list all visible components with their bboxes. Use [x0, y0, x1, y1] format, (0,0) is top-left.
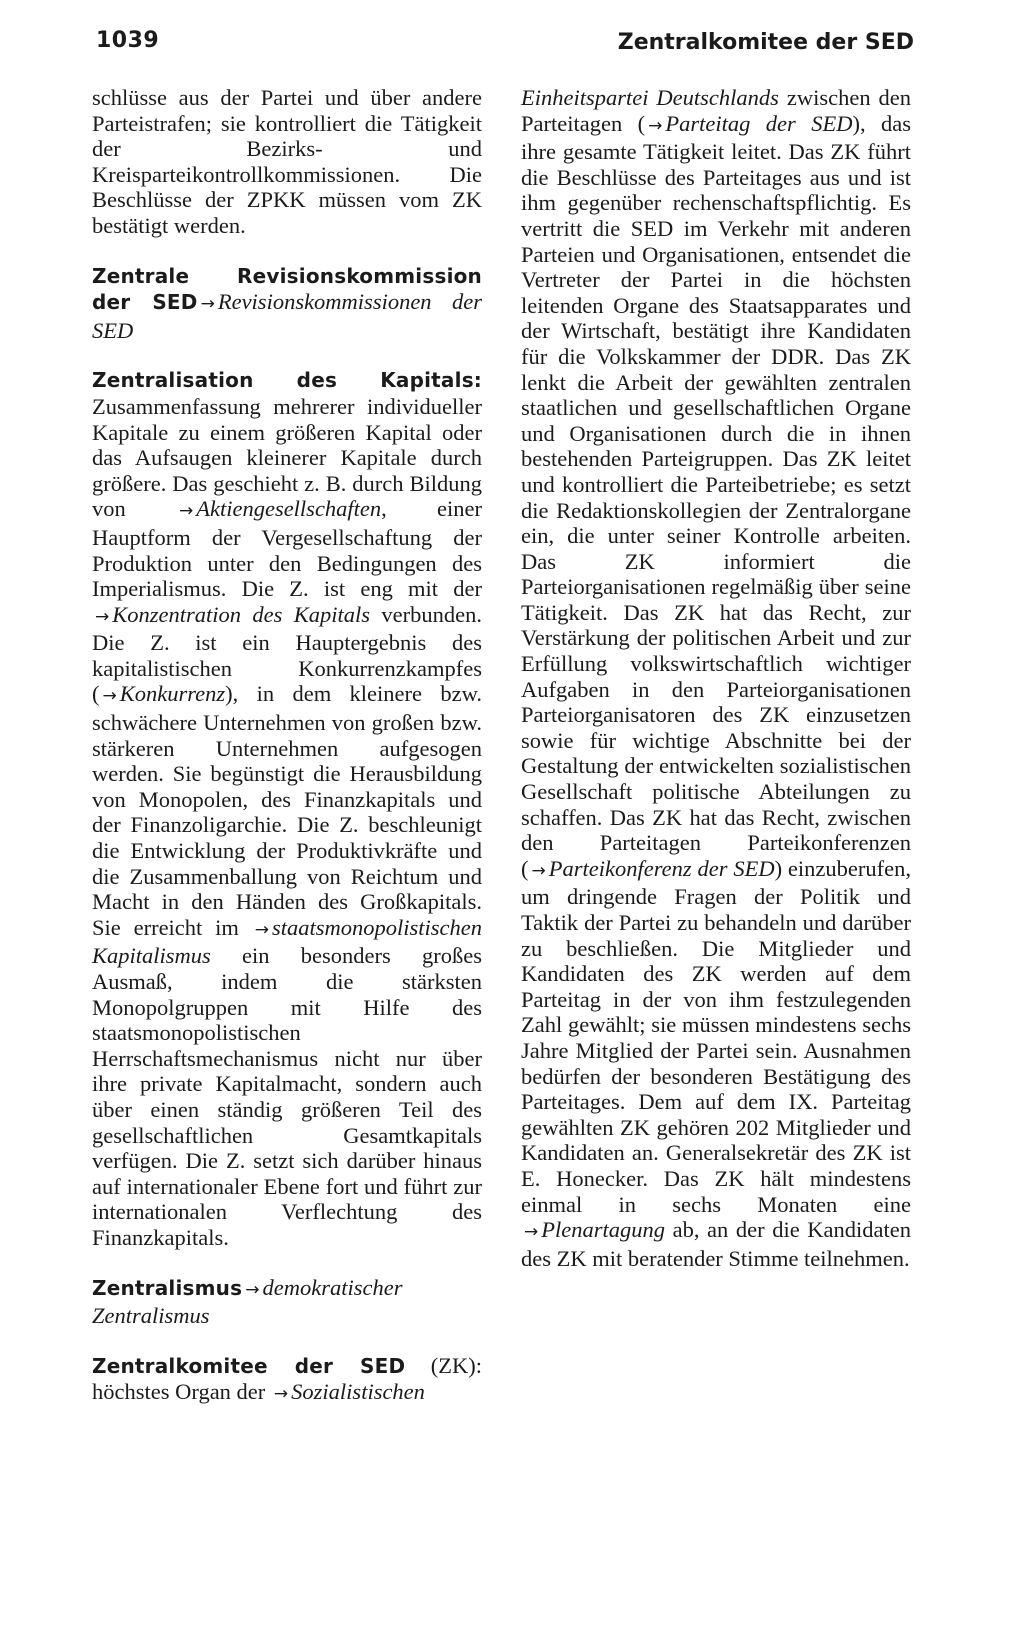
entry-zentralisation-des-kapitals [92, 367, 482, 1250]
entry-text: ab, an der die Kandidaten des ZK mit beratender Stimme teilnehmen. [521, 1217, 911, 1271]
cross-reference: Parteitag der SED [665, 110, 853, 136]
entry-text: ), das ihre gesamte Tätigkeit leitet. Das ZK führt die Beschlüsse des Parteitages aus und ist ihm gegenüber rechenschaftspflichtig. Es vertritt die SED im Verkehr mit anderen Parteien und Organisationen, entsendet die Vertreter der Partei in die höchsten leitenden Organe des Staatsapparates und der Wirtschaft, bestätigt ihre Kandidaten für die Volkskammer der DDR. Das ZK lenkt die Arbeit der gewählten zentralen staatlichen und gesellschaftlichen Organe und Organisationen durch die in ihnen bestehenden Parteigruppen. Das ZK leitet und kontrolliert die Parteibetriebe; es setzt die Redaktionskollegien der Zentralorgane ein, die unter seiner Kontrolle arbeiten. Das ZK informiert die Parteiorganisationen regelmäßig über seine Tätigkeit. Das ZK hat das Recht, zur Verstärkung der politischen Arbeit und zur Erfüllung volkswirtschaftlich wichtiger Aufgaben in den Parteiorganisationen Parteiorganisatoren des ZK einzusetzen sowie für wichtige Abschnitte bei der Gestaltung der entwickelten sozialistischen Gesellschaft politische Abteilungen zu schaffen. Das ZK hat das Recht, zwischen den Parteitagen Parteikonferenzen ( [521, 110, 911, 881]
cross-reference-arrow-icon: → [524, 1222, 539, 1243]
cross-reference: Parteikonferenz der SED [548, 855, 775, 881]
entry-headword: Zentrale Revisionskommission der SED [92, 263, 482, 315]
entry-zentralismus [92, 1275, 482, 1329]
cross-reference: Revisionskommissionen der SED [92, 289, 482, 343]
entry-zentralkomitee-der-sed [92, 1353, 482, 1408]
entry-zentrale-revisionskommission [92, 263, 482, 344]
cross-reference-arrow-icon: → [531, 860, 546, 881]
entry-text: Zusammenfassung mehrerer individueller Kapitale zu einem größeren Kapital oder das Aufsaugen kleinerer Kapitale durch größere. Das geschieht z. B. durch Bildung von [92, 393, 482, 522]
entry-text: ein besonders großes Ausmaß, indem die stärksten Monopolgruppen mit Hilfe des staatsmonopolistischen Herrschaftsmechanismus nicht nur über ihre private Kapitalmacht, sondern auch über einen ständig größeren Teil des gesellschaftlichen Gesamtkapitals verfügen. Die Z. setzt sich darüber hinaus auf internationaler Ebene fort und führt zur internationalen Verflechtung des Finanzkapitals. [92, 943, 482, 1250]
cross-reference-arrow-icon: → [254, 919, 269, 940]
entry-text: ), in dem kleinere bzw. schwächere Unternehmen von großen bzw. stärkeren Unternehmen aufgesogen werden. Sie begünstigt die Herausbildung von Monopolen, des Finanzkapitals und der Finanzoligarchie. Die Z. beschleunigt die Entwicklung der Produktivkräfte und die Zusammenballung von Reichtum und Macht in den Händen des Großkapitals. Sie erreicht im [92, 681, 482, 940]
cross-reference-arrow-icon: → [648, 115, 663, 136]
entry-headword: Zentralisation des Kapitals: [92, 368, 482, 393]
entry-text: (ZK): höchstes Organ der [92, 1352, 482, 1405]
cross-reference: Sozialistischen [291, 1379, 425, 1405]
entry-text: zwischen den Parteitagen ( [521, 85, 911, 136]
cross-reference: Einheitspartei Deutschlands [521, 85, 779, 110]
entry-continuation [521, 85, 911, 1271]
cross-reference-arrow-icon: → [95, 606, 110, 627]
cross-reference: staatsmonopolistischen Kapitalismus [92, 914, 482, 969]
entry-text: , einer Hauptform der Vergesellschaftung der Produktion unter den Bedingungen des Imperialismus. Die Z. ist eng mit der [92, 496, 482, 602]
entry-headword: Zentralismus [92, 1275, 243, 1300]
cross-reference: Konzentration des Kapitals [112, 601, 371, 627]
cross-reference-arrow-icon: → [178, 501, 194, 522]
running-head: Zentralkomitee der SED [617, 30, 914, 55]
continued-paragraph: schlüsse aus der Partei und über andere Parteistrafen; sie kontrolliert die Tätigkeit der Bezirks- und Kreisparteikontrollkommissionen. Die Beschlüsse der ZPKK müssen vom ZK bestätigt werden. [92, 85, 482, 238]
cross-reference: Aktiengesellschaften [196, 496, 382, 522]
cross-reference-arrow-icon: → [102, 686, 117, 707]
cross-reference-arrow-icon: → [245, 1279, 260, 1300]
right-column [521, 85, 911, 1271]
left-column [92, 85, 482, 1408]
entry-text: ) einzuberufen, um dringende Fragen der Politik und Taktik der Partei zu behandeln und darüber zu beschließen. Die Mitglieder und Kandidaten des ZK werden auf dem Parteitag in der von ihm festzulegenden Zahl gewählt; sie müssen mindestens sechs Jahre Mitglied der Partei sein. Ausnahmen bedürfen der besonderen Bestätigung des Parteitages. Dem auf dem IX. Parteitag gewählten ZK gehören 202 Mitglieder und Kandidaten an. Generalsekretär des ZK ist E. Honecker. Das ZK hält mindestens einmal in sechs Monaten eine [521, 855, 911, 1217]
cross-reference: Konkurrenz [119, 681, 226, 707]
cross-reference-arrow-icon: → [273, 1384, 289, 1405]
entry-text: verbunden. Die Z. ist ein Hauptergebnis des kapitalistischen Konkurrenzkampfes ( [92, 601, 482, 707]
page-number: 1039 [96, 28, 160, 53]
entry-headword: Zentralkomitee der SED [92, 1353, 406, 1378]
cross-reference: demokratischer Zentralismus [92, 1274, 403, 1329]
cross-reference-arrow-icon: → [200, 294, 215, 315]
cross-reference: Plenartagung [541, 1217, 665, 1243]
